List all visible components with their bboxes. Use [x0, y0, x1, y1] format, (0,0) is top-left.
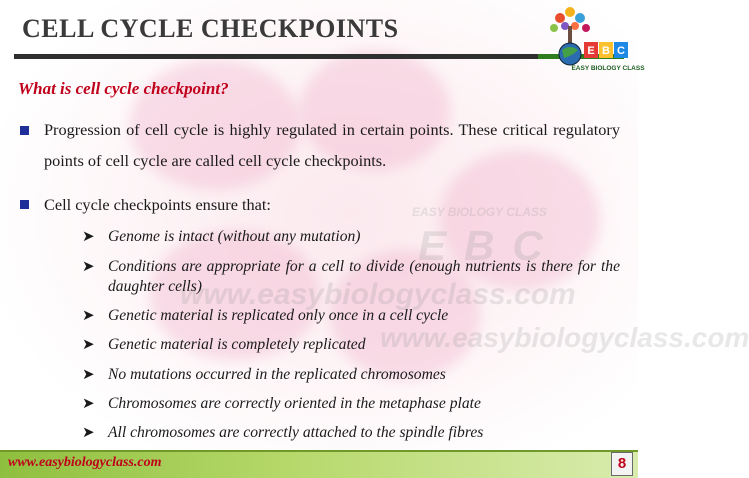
arrow-bullet-icon: ➤ [82, 337, 95, 353]
arrow-bullet-icon: ➤ [82, 425, 95, 441]
logo-letter: B [602, 45, 610, 57]
arrow-bullet-icon: ➤ [82, 229, 95, 245]
watermark-line: EASY BIOLOGY CLASS [412, 205, 547, 219]
watermark-url: www.easybiologyclass.com [380, 322, 749, 353]
footer-url-link[interactable]: www.easybiologyclass.com [8, 455, 162, 470]
arrow-bullet-icon: ➤ [82, 308, 95, 324]
title-underline [14, 54, 538, 59]
sub-bullet-text: Chromosomes are correctly oriented in the metaphase plate [108, 395, 481, 412]
watermark-letters: EBC [418, 222, 561, 269]
sub-bullet-text: Genome is intact (without any mutation) [108, 228, 361, 245]
ebc-logo [540, 4, 645, 74]
logo-caption: EASY BIOLOGY CLASS [571, 65, 645, 72]
arrow-bullet-icon: ➤ [82, 367, 95, 383]
page-title: CELL CYCLE CHECKPOINTS [22, 14, 399, 43]
sub-bullet-text: Genetic material is completely replicated [108, 336, 366, 353]
footer-divider [0, 450, 638, 452]
page-number: 8 [611, 452, 633, 476]
bullet-square-icon [20, 200, 29, 209]
arrow-bullet-icon: ➤ [82, 259, 95, 275]
sub-bullet-text: Conditions are appropriate for a cell to divide (enough nutrients is there for the daughter cells) [108, 258, 620, 295]
arrow-bullet-icon: ➤ [82, 396, 95, 412]
bullet-text: Cell cycle checkpoints ensure that: [44, 195, 271, 214]
logo-letter: E [587, 45, 595, 57]
sub-bullet-text: No mutations occurred in the replicated chromosomes [108, 366, 446, 383]
tree-icon [550, 7, 590, 46]
section-heading: What is cell cycle checkpoint? [18, 79, 229, 98]
bullet-square-icon [20, 126, 29, 135]
logo-letter: C [617, 45, 625, 57]
watermark-url: www.easybiologyclass.com [180, 278, 576, 311]
sub-bullet-text: All chromosomes are correctly attached to the spindle fibres [108, 424, 484, 441]
sub-bullet-text: Genetic material is replicated only once in a cell cycle [108, 307, 449, 324]
bullet-text: Progression of cell cycle is highly regulated in certain points. These critical regulatory points of cell cycle are called cell cycle checkpoints. [44, 120, 620, 170]
